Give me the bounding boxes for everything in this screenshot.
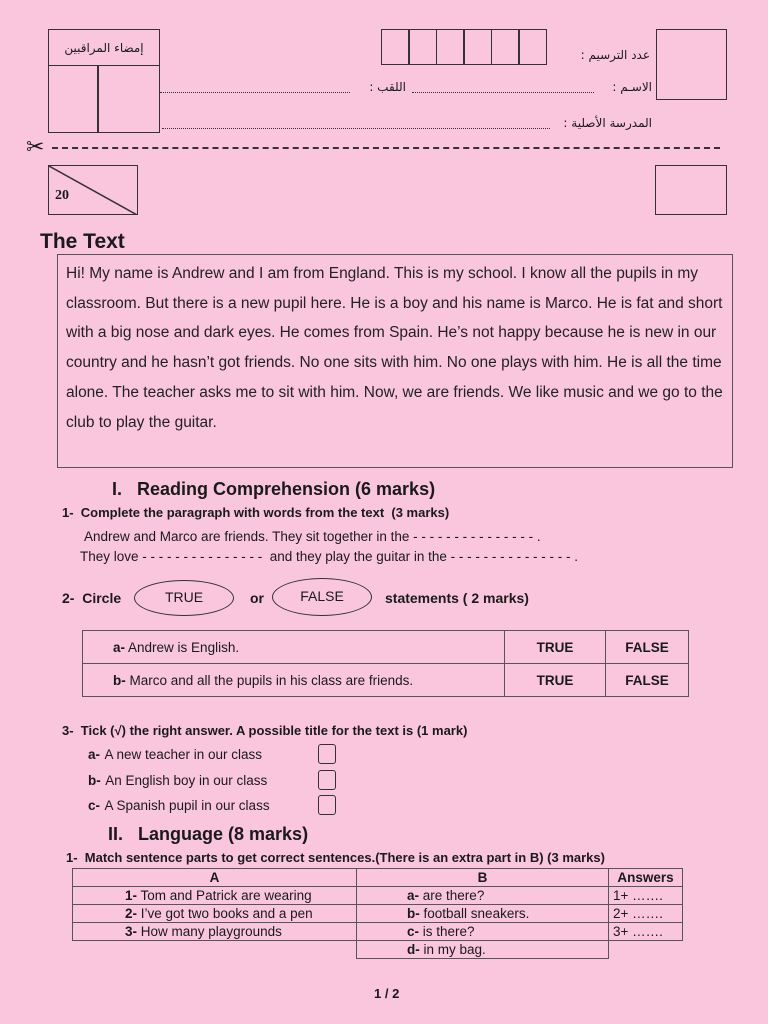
- statement-cell: [83, 664, 505, 697]
- statement-letter: b-: [113, 672, 126, 688]
- option-text: A Spanish pupil in our class: [104, 798, 270, 813]
- surname-label: اللقب :: [369, 80, 406, 94]
- tick-checkbox[interactable]: [318, 795, 336, 815]
- false-oval: FALSE: [272, 578, 372, 616]
- name-label: الاسـم :: [612, 80, 652, 94]
- col-a-header: A: [73, 869, 357, 887]
- col-b-header: B: [357, 869, 609, 887]
- signature-divider: [97, 66, 99, 132]
- score-box: [48, 165, 138, 215]
- part-a-cell: [73, 887, 357, 905]
- statement-text: Marco and all the pupils in his class are friends.: [129, 672, 414, 688]
- table-row: [83, 631, 689, 664]
- invigilators-label: إمضاء المراقبين: [49, 30, 159, 66]
- answer-cell[interactable]: 3+ …….: [609, 923, 683, 941]
- part-a-number: 3-: [125, 924, 138, 939]
- grade-box: [655, 165, 727, 215]
- text-body: Hi! My name is Andrew and I am from England. This is my school. I know all the pupils in my classroom. But there is a new pupil here. He is a boy and his name is Marco. He is fat and short with a big nose and dark eyes. He comes from Spain. He’s not happy because he is new in our country and he hasn’t got friends. No one sits with him. No one plays with him. He is all the time alone. The teacher asks me to sit with him. Now, we are friends. We like music and we go to the club to play the guitar.: [57, 254, 733, 468]
- option-letter: c-: [88, 798, 101, 813]
- score-total: 20: [55, 188, 69, 203]
- part-b-text: are there?: [422, 888, 485, 903]
- part-b-cell: [357, 941, 609, 959]
- table-row: [73, 941, 683, 959]
- table-row: [83, 664, 689, 697]
- option-text: An English boy in our class: [105, 773, 268, 788]
- option-letter: a-: [88, 747, 101, 762]
- option-text: A new teacher in our class: [104, 747, 263, 762]
- false-option[interactable]: FALSE: [606, 664, 689, 697]
- q2-prefix: 2- Circle: [62, 590, 122, 606]
- statement-letter: a-: [113, 639, 126, 655]
- answer-cell[interactable]: 2+ …….: [609, 905, 683, 923]
- part-b-cell: [357, 905, 609, 923]
- part-a-text: How many playgrounds: [140, 924, 282, 939]
- col-answers-header: Answers: [609, 869, 683, 887]
- q1-line2[interactable]: They love - - - - - - - - - - - - - - - and they play the guitar in the - - - - - - - - - - - - - - - .: [80, 549, 579, 564]
- q3-option-c: [88, 797, 348, 819]
- q2-or: or: [250, 590, 264, 606]
- part-a-number: 2-: [125, 906, 138, 921]
- registration-number-boxes[interactable]: [382, 29, 547, 65]
- part-b-text: in my bag.: [423, 942, 486, 957]
- table-row: [73, 887, 683, 905]
- q1-title: 1- Complete the paragraph with words from the text (3 marks): [62, 505, 450, 520]
- match-title: 1- Match sentence parts to get correct sentences.(There is an extra part in B) (3 marks): [66, 850, 605, 865]
- table-row: [73, 905, 683, 923]
- page-number: 1 / 2: [374, 986, 400, 1001]
- text-title: The Text: [40, 230, 125, 253]
- true-option[interactable]: TRUE: [505, 664, 606, 697]
- part-a-text: I’ve got two books and a pen: [140, 906, 313, 921]
- part-b-letter: b-: [407, 906, 420, 921]
- invigilators-signature-box: [48, 29, 160, 133]
- surname-dots[interactable]: [160, 84, 350, 93]
- scissors-icon: ✂: [26, 135, 45, 160]
- true-false-table: [82, 630, 689, 697]
- true-oval: TRUE: [134, 580, 234, 616]
- tick-checkbox[interactable]: [318, 770, 336, 790]
- school-dots[interactable]: [162, 120, 550, 129]
- part-b-cell: [357, 887, 609, 905]
- photo-box: [656, 29, 727, 100]
- part-a-number: 1-: [125, 888, 138, 903]
- name-row[interactable]: [160, 80, 652, 96]
- part-a-cell: [73, 923, 357, 941]
- registration-label: عدد الترسيم :: [580, 48, 650, 62]
- q1-line1[interactable]: Andrew and Marco are friends. They sit together in the - - - - - - - - - - - - - - - .: [84, 529, 541, 544]
- part-a-text: Tom and Patrick are wearing: [140, 888, 312, 903]
- section1-title: I. Reading Comprehension (6 marks): [112, 479, 436, 499]
- table-header-row: [73, 869, 683, 887]
- section2-title: II. Language (8 marks): [108, 824, 309, 844]
- match-table: [72, 868, 683, 959]
- cut-line: [52, 147, 720, 149]
- q3-option-a: [88, 746, 348, 768]
- q3-title: 3- Tick (√) the right answer. A possible title for the text is (1 mark): [62, 723, 468, 738]
- option-letter: b-: [88, 773, 101, 788]
- part-b-letter: d-: [407, 942, 420, 957]
- q2-suffix: statements ( 2 marks): [385, 590, 529, 606]
- part-b-letter: a-: [407, 888, 420, 903]
- statement-text: Andrew is English.: [128, 639, 240, 655]
- school-row[interactable]: [162, 116, 652, 132]
- part-b-cell: [357, 923, 609, 941]
- q3-option-b: [88, 772, 348, 794]
- tick-checkbox[interactable]: [318, 744, 336, 764]
- statement-cell: [83, 631, 505, 664]
- part-b-letter: c-: [407, 924, 420, 939]
- answer-cell[interactable]: 1+ …….: [609, 887, 683, 905]
- false-option[interactable]: FALSE: [606, 631, 689, 664]
- part-a-cell: [73, 905, 357, 923]
- true-option[interactable]: TRUE: [505, 631, 606, 664]
- name-dots[interactable]: [412, 84, 594, 93]
- part-b-text: football sneakers.: [423, 906, 530, 921]
- table-row: [73, 923, 683, 941]
- school-label: المدرسة الأصلية :: [563, 116, 652, 130]
- part-b-text: is there?: [422, 924, 475, 939]
